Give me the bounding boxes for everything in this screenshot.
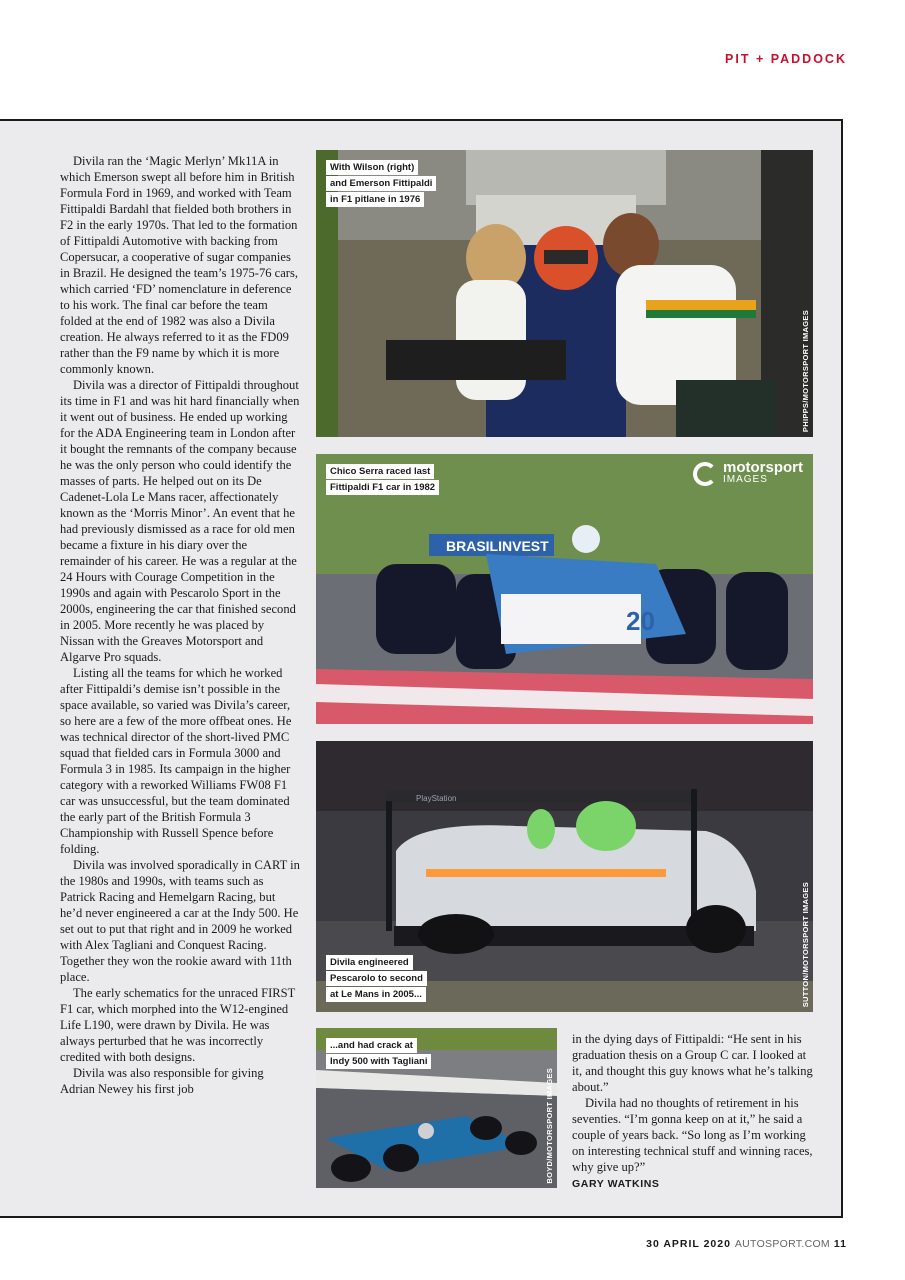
paragraph: Divila ran the ‘Magic Merlyn’ Mk11A in which Emerson swept all before him in British Formula Ford in 1969, and worked with Team Fittipaldi Bardahl that fielded both brothers in F2 in the early 1970s. That led to the formation of Fittipaldi Automotive with backing from Copersucar, a cooperative of sugar companies in Brazil. He designed the team’s 1975-76 cars, which carried ‘FD’ nomenclature in deference to his work. The final car before the team folded at the end of 1982 was also a Divila creation. He always referred to it as the FD09 rather than the F9 name by which it is more commonly known. [60,154,298,376]
paragraph: Listing all the teams for which he worked after Fittipaldi’s demise isn’t possible in the space available, so varied was Divila’s career, so here are a few of the more offbeat ones. He was technical director of the short-lived PMC squad that fielded cars in Formula 3000 and Formula 3 in 1985. Its campaign in the higher category with a reworked Williams FW08 F1 car was unsuccessful, but the team dominated the early part of the British Formula 3 Championship with Russell Spence before folding. [60,666,292,856]
left-column [60,153,300,1097]
car-sponsor-label: BRASILINVEST [446,538,549,554]
author-byline: GARY WATKINS [572,1178,660,1190]
paragraph: Divila had no thoughts of retirement in his seventies. “I’m gonna keep on at it,” he said a couple of years back. “So long as I’m working on interesting technical stuff and winning races, why give up?” [572,1096,813,1174]
photo-indy [316,1028,557,1188]
page-number: 11 [833,1238,847,1250]
photo-le-mans [316,741,813,1012]
photo-caption: Chico Serra raced last Fittipaldi F1 car in 1982 [326,464,439,496]
car-number: 20 [626,606,655,636]
photo-credit: BOYD/MOTORSPORT IMAGES [545,1068,554,1184]
issue-date: 30 APRIL 2020 [646,1238,731,1250]
motorsport-images-logo [693,459,803,486]
paragraph: Divila was also responsible for giving Adrian Newey his first job [60,1066,264,1096]
photo-pitlane [316,150,813,437]
photo-credit: PHIPPS/MOTORSPORT IMAGES [801,309,810,432]
photo-caption: Divila engineered Pescarolo to second at Le Mans in 2005... [326,955,427,1003]
paragraph: in the dying days of Fittipaldi: “He sent in his graduation thesis on a Group C car. I looked at it, and thought this guy knows what he’s talking about.” [572,1032,813,1094]
page-footer [646,1238,847,1250]
right-column [572,1031,817,1192]
photo-credit: SUTTON/MOTORSPORT IMAGES [801,881,810,1007]
section-tag: PIT + PADDOCK [725,52,847,66]
paragraph: The early schematics for the unraced FIRST F1 car, which morphed into the W12-engined Life L190, were drawn by Divila. He was always perturbed that he was incorrectly credited with both designs. [60,986,296,1064]
paragraph: Divila was involved sporadically in CART in the 1980s and 1990s, with teams such as Patrick Racing and Hemelgarn Racing, but he’d never engineered a car at the Indy 500. He set out to put that right and in 2009 he worked with Alex Tagliani and Conquest Racing. Together they won the rookie award with 11th place. [60,858,300,984]
logo-subtitle: IMAGES [723,474,768,485]
logo-wordmark: motorsport [723,459,803,476]
paragraph: Divila was a director of Fittipaldi throughout its time in F1 and was hit hard financially when it went out of business. He ended up working for the ADA Engineering team in London after it bought the remnants of the company because he was the only person who could identify the masses of parts. He helped out on its De Cadenet-Lola Le Mans racer, affectionately known as the ‘Morris Minor’. An event that he had previously dismissed as a race for old men became a fixture in his diary over the remainder of his career. He was a regular at the 24 Hours with Courage Competition in the 1990s and again with Pescarolo Sport in the 2000s, engineering the car that finished second in 2005. More recently he was placed by Nissan with the Greaves Motorsport and Algarve Pro squads. [60,378,300,664]
photo-caption: With Wilson (right) and Emerson Fittipaldi in F1 pitlane in 1976 [326,160,436,208]
photo-caption: ...and had crack at Indy 500 with Tagliani [326,1038,431,1070]
banner-text: PlayStation [416,794,457,803]
photo-f1-car [316,454,813,724]
motorsport-logo-icon [693,462,717,486]
magazine-site: AUTOSPORT.COM [734,1238,830,1250]
